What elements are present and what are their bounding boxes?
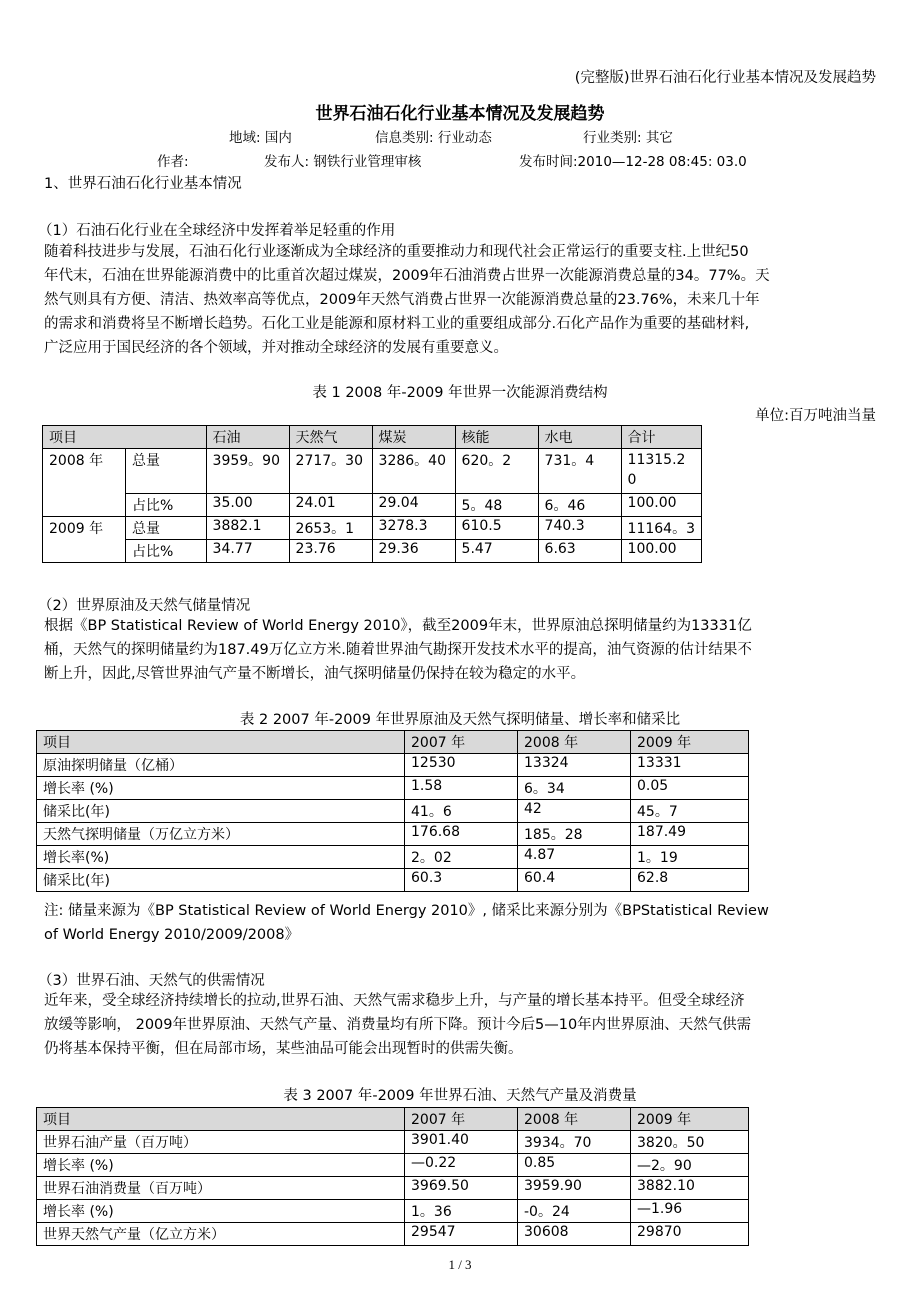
table-row: [37, 1177, 749, 1200]
table-header-cell: 2007 年: [405, 1108, 518, 1131]
paragraph-line: 广泛应用于国民经济的各个领域，并对推动全球经济的发展有重要意义。: [44, 340, 508, 356]
table-cell: 100.00: [621, 540, 701, 563]
table-header-cell: 石油: [206, 426, 289, 449]
table-header-cell: 项目: [37, 1108, 405, 1131]
table-cell: 1。36: [405, 1200, 518, 1223]
table-cell: 740.3: [538, 517, 621, 540]
table-header-cell: 2009 年: [631, 1108, 749, 1131]
table-cell: 13331: [631, 754, 749, 777]
table-cell: 0.05: [631, 777, 749, 800]
paragraph-line: 年代末，石油在世界能源消费中的比重首次超过煤炭，2009年石油消费占世界一次能源消费总量的34。77%。天: [44, 268, 770, 284]
table-header-cell: 水电: [538, 426, 621, 449]
table-cell: 42: [518, 800, 631, 823]
table-cell: 29870: [631, 1223, 749, 1246]
table-cell: —1.96: [631, 1200, 749, 1223]
page-number: 1 / 3: [448, 1257, 472, 1272]
table-cell: 60.3: [405, 869, 518, 892]
table-cell: 24.01: [289, 494, 372, 517]
table-cell: 世界天然气产量（亿立方米）: [37, 1223, 405, 1246]
table-cell: 29.36: [372, 540, 455, 563]
meta-info-type: 信息类别: 行业动态: [375, 130, 492, 146]
table-cell: 增长率(%): [37, 846, 405, 869]
paragraph-line: 然气则具有方便、清洁、热效率高等优点，2009年天然气消费占世界一次能源消费总量的23.76%，未来几十年: [44, 292, 760, 308]
table-3: [36, 1107, 749, 1246]
table-cell: 3820。50: [631, 1131, 749, 1154]
row-label-cell: 总量: [126, 449, 207, 494]
table-cell: 原油探明储量（亿桶）: [37, 754, 405, 777]
table-header-cell: 煤炭: [372, 426, 455, 449]
note-line: 注: 储量来源为《BP Statistical Review of World Energy 2010》, 储采比来源分别为《BPStatistical Review: [44, 903, 769, 919]
paragraph-line: 桶，天然气的探明储量约为187.49万亿立方米.随着世界油气勘探开发技术水平的提高，油气资源的估计结果不: [44, 642, 752, 658]
paragraph-1: [44, 240, 884, 360]
table-cell: 35.00: [206, 494, 289, 517]
row-label-cell: 占比%: [126, 540, 207, 563]
table-3-caption: 表 3 2007 年-2009 年世界石油、天然气产量及消费量: [283, 1088, 637, 1104]
table-header-row: [37, 1108, 749, 1131]
paragraph-line: 仍将基本保持平衡，但在局部市场，某些油品可能会出现暂时的供需失衡。: [44, 1041, 523, 1057]
table-cell: 23.76: [289, 540, 372, 563]
table-cell: 2。02: [405, 846, 518, 869]
table-cell: 增长率 (%): [37, 1154, 405, 1177]
table-cell: 世界石油消费量（百万吨）: [37, 1177, 405, 1200]
table-cell: 3882.10: [631, 1177, 749, 1200]
table-row: [43, 517, 702, 540]
table-header-cell: 2009 年: [631, 731, 749, 754]
table-cell: 620。2: [455, 449, 538, 494]
table-row: [43, 540, 702, 563]
meta-region: 地域: 国内: [229, 130, 292, 146]
table-row: [43, 449, 702, 494]
table-cell: 3959。90: [206, 449, 289, 494]
table-cell: 3969.50: [405, 1177, 518, 1200]
running-header: (完整版)世界石油石化行业基本情况及发展趋势: [574, 70, 876, 86]
paragraph-line: 根据《BP Statistical Review of World Energy 2010》，截至2009年末，世界原油总探明储量约为13331亿: [44, 618, 752, 634]
table-cell: —2。90: [631, 1154, 749, 1177]
table-row: [37, 823, 749, 846]
table-cell: 3278.3: [372, 517, 455, 540]
table-cell: 3934。70: [518, 1131, 631, 1154]
table-cell: 5。48: [455, 494, 538, 517]
table-cell: 3286。40: [372, 449, 455, 494]
table-cell: 45。7: [631, 800, 749, 823]
table-cell: 1.58: [405, 777, 518, 800]
meta-author: 作者:: [157, 154, 189, 170]
table-row: [37, 1131, 749, 1154]
table-2-note: [44, 899, 894, 947]
year-cell: 2008 年: [43, 449, 126, 517]
table-cell: —0.22: [405, 1154, 518, 1177]
table-cell: 100.00: [621, 494, 701, 517]
table-cell: 34.77: [206, 540, 289, 563]
table-cell: 2717。30: [289, 449, 372, 494]
table-header-row: [43, 426, 702, 449]
table-cell: 29.04: [372, 494, 455, 517]
table-cell: 储采比(年): [37, 869, 405, 892]
table-row: [37, 1223, 749, 1246]
table-cell: 增长率 (%): [37, 1200, 405, 1223]
table-cell: 185。28: [518, 823, 631, 846]
row-label-cell: 总量: [126, 517, 207, 540]
table-header-cell: 项目: [37, 731, 405, 754]
table-header-cell: 2007 年: [405, 731, 518, 754]
table-cell: 13324: [518, 754, 631, 777]
section-heading: 1、世界石油石化行业基本情况: [44, 176, 242, 192]
table-cell: 610.5: [455, 517, 538, 540]
table-row: [37, 846, 749, 869]
table-cell: 11164。3: [621, 517, 701, 540]
table-cell: 5.47: [455, 540, 538, 563]
paragraph-line: 随着科技进步与发展，石油石化行业逐渐成为全球经济的重要推动力和现代社会正常运行的重要支柱.上世纪50: [44, 244, 749, 260]
paragraph-2: [44, 614, 884, 686]
table-row: [37, 1200, 749, 1223]
paragraph-line: 断上升，因此,尽管世界油气产量不断增长，油气探明储量仍保持在较为稳定的水平。: [44, 666, 586, 682]
table-cell: 4.87: [518, 846, 631, 869]
subsection-heading-3: （3）世界石油、天然气的供需情况: [38, 973, 265, 989]
subsection-heading-1: （1）石油石化行业在全球经济中发挥着举足轻重的作用: [38, 223, 396, 239]
table-row: [37, 869, 749, 892]
table-row: [37, 754, 749, 777]
paragraph-3: [44, 989, 884, 1061]
paragraph-line: 放缓等影响， 2009年世界原油、天然气产量、消费量均有所下降。预计今后5—10年内世界原油、天然气供需: [44, 1017, 752, 1033]
table-cell: 12530: [405, 754, 518, 777]
table-header-cell: 合计: [621, 426, 701, 449]
table-cell: 3901.40: [405, 1131, 518, 1154]
table-cell: 62.8: [631, 869, 749, 892]
meta-publisher: 发布人: 钢铁行业管理审核: [264, 154, 422, 170]
table-cell: 176.68: [405, 823, 518, 846]
table-cell: 41。6: [405, 800, 518, 823]
table-1-unit: 单位:百万吨油当量: [755, 408, 876, 424]
table-2: [36, 730, 749, 892]
table-cell: 6.63: [538, 540, 621, 563]
paragraph-line: 近年来，受全球经济持续增长的拉动,世界石油、天然气需求稳步上升，与产量的增长基本持平。但受全球经济: [44, 993, 745, 1009]
meta-publish-time: 发布时间:2010—12-28 08:45: 03.0: [519, 154, 747, 170]
table-1: [42, 425, 702, 563]
table-cell: 11315.2 0: [621, 449, 701, 494]
paragraph-line: 的需求和消费将呈不断增长趋势。石化工业是能源和原材料工业的重要组成部分.石化产品作为重要的基础材料,: [44, 316, 750, 332]
document-title: 世界石油石化行业基本情况及发展趋势: [315, 104, 605, 124]
table-header-cell: 核能: [455, 426, 538, 449]
year-cell: 2009 年: [43, 517, 126, 563]
table-row: [43, 494, 702, 517]
table-cell: 3959.90: [518, 1177, 631, 1200]
table-header-cell: 2008 年: [518, 731, 631, 754]
table-header-row: [37, 731, 749, 754]
table-row: [37, 800, 749, 823]
table-header-cell: 2008 年: [518, 1108, 631, 1131]
table-row: [37, 1154, 749, 1177]
table-cell: -0。24: [518, 1200, 631, 1223]
table-cell: 3882.1: [206, 517, 289, 540]
table-cell: 1。19: [631, 846, 749, 869]
table-cell: 6。34: [518, 777, 631, 800]
table-cell: 187.49: [631, 823, 749, 846]
table-row: [37, 777, 749, 800]
table-cell: 增长率 (%): [37, 777, 405, 800]
table-2-caption: 表 2 2007 年-2009 年世界原油及天然气探明储量、增长率和储采比: [239, 712, 681, 728]
table-cell: 29547: [405, 1223, 518, 1246]
table-1-caption: 表 1 2008 年-2009 年世界一次能源消费结构: [312, 385, 608, 401]
row-label-cell: 占比%: [126, 494, 207, 517]
table-cell: 天然气探明储量（万亿立方米）: [37, 823, 405, 846]
table-header-cell: 天然气: [289, 426, 372, 449]
table-cell: 30608: [518, 1223, 631, 1246]
table-cell: 储采比(年): [37, 800, 405, 823]
table-cell: 世界石油产量（百万吨）: [37, 1131, 405, 1154]
subsection-heading-2: （2）世界原油及天然气储量情况: [38, 598, 251, 614]
table-cell: 60.4: [518, 869, 631, 892]
table-cell: 2653。1: [289, 517, 372, 540]
table-cell: 0.85: [518, 1154, 631, 1177]
table-header-cell: 项目: [43, 426, 207, 449]
meta-industry: 行业类别: 其它: [583, 130, 673, 146]
table-cell: 731。4: [538, 449, 621, 494]
note-line: of World Energy 2010/2009/2008》: [44, 927, 300, 943]
table-cell: 6。46: [538, 494, 621, 517]
